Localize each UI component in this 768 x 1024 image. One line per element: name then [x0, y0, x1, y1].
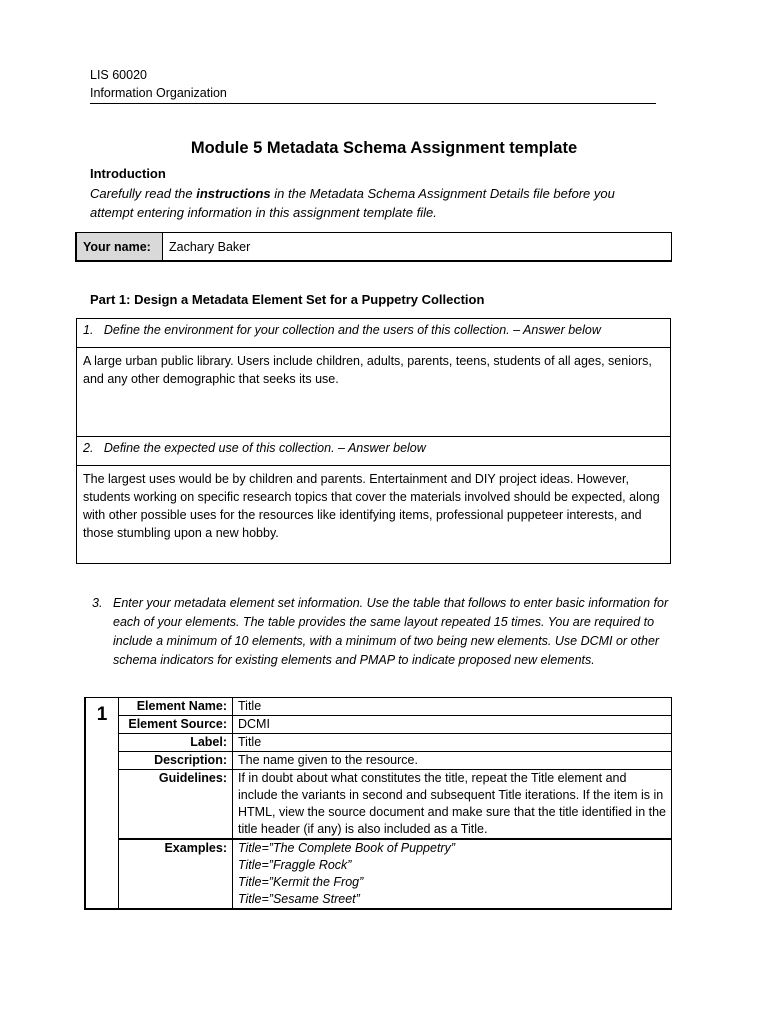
example-item: Title=”The Complete Book of Puppetry” — [238, 841, 456, 855]
name-label: Your name: — [76, 233, 163, 262]
intro-text — [90, 184, 660, 222]
answer-1[interactable]: A large urban public library. Users include children, adults, parents, teens, students of all ages, seniors, and any other demographic that seeks its use. — [77, 348, 670, 437]
answer-2[interactable]: The largest uses would be by children and parents. Entertainment and DIY project ideas. However, students working on specific research topics that cover the materials involved should be expected, along with other possible uses for the resources like identifying items, professional puppeteer interests, and those stumbling upon a new hobby. — [83, 472, 660, 540]
course-code: LIS 60020 — [90, 68, 147, 82]
element-source-label: Element Source: — [119, 716, 233, 734]
part1-heading: Part 1: Design a Metadata Element Set for a Puppetry Collection — [90, 292, 485, 307]
element-label-label: Label: — [119, 734, 233, 752]
element-examples-label: Examples: — [119, 839, 233, 909]
example-item: Title=”Kermit the Frog” — [238, 875, 364, 889]
course-name: Information Organization — [90, 86, 227, 100]
element-guidelines-label: Guidelines: — [119, 770, 233, 840]
name-value[interactable]: Zachary Baker — [163, 233, 672, 262]
question-3-text: Enter your metadata element set information. Use the table that follows to enter basic information for each of your elements. The table provides the same layout repeated 15 times. You are required to include a minimum of 10 elements, with a minimum of two being new elements. Use DCMI or other schema indicators for existing elements and PMAP to indicate proposed new elements. — [113, 596, 669, 667]
element-name-value[interactable]: Title — [233, 698, 672, 716]
header-rule — [90, 103, 656, 104]
question-3-number: 3. — [92, 596, 103, 610]
intro-text-bold: instructions — [196, 186, 271, 201]
name-table — [75, 232, 672, 262]
example-item: Title=”Sesame Street” — [238, 892, 360, 906]
element-table — [84, 697, 672, 910]
question-1: 1. Define the environment for your collection and the users of this collection. – Answer below — [77, 319, 670, 348]
element-name-label: Element Name: — [119, 698, 233, 716]
page-title: Module 5 Metadata Schema Assignment template — [190, 139, 578, 157]
element-examples-value[interactable] — [233, 839, 672, 909]
example-item: Title=”Fraggle Rock” — [238, 858, 352, 872]
question-2: 2. Define the expected use of this collection. – Answer below — [77, 437, 670, 466]
element-description-value[interactable]: The name given to the resource. — [233, 752, 672, 770]
questions-box — [76, 318, 671, 564]
element-label-value[interactable]: Title — [233, 734, 672, 752]
intro-text-pre: Carefully read the — [90, 186, 197, 201]
intro-text-post: in the Metadata Schema Assignment Details file before you attempt entering information in this assignment template file. — [90, 186, 615, 220]
intro-heading: Introduction — [90, 166, 166, 181]
element-guidelines-value[interactable]: If in doubt about what constitutes the title, repeat the Title element and include the variants in second and subsequent Title iterations. If the item is in HTML, view the source document and make sure that the title identified in the title header (if any) is also included as a Title. — [233, 770, 672, 840]
element-description-label: Description: — [119, 752, 233, 770]
element-source-value[interactable]: DCMI — [233, 716, 672, 734]
question-3 — [92, 594, 682, 670]
element-number: 1 — [85, 698, 119, 910]
